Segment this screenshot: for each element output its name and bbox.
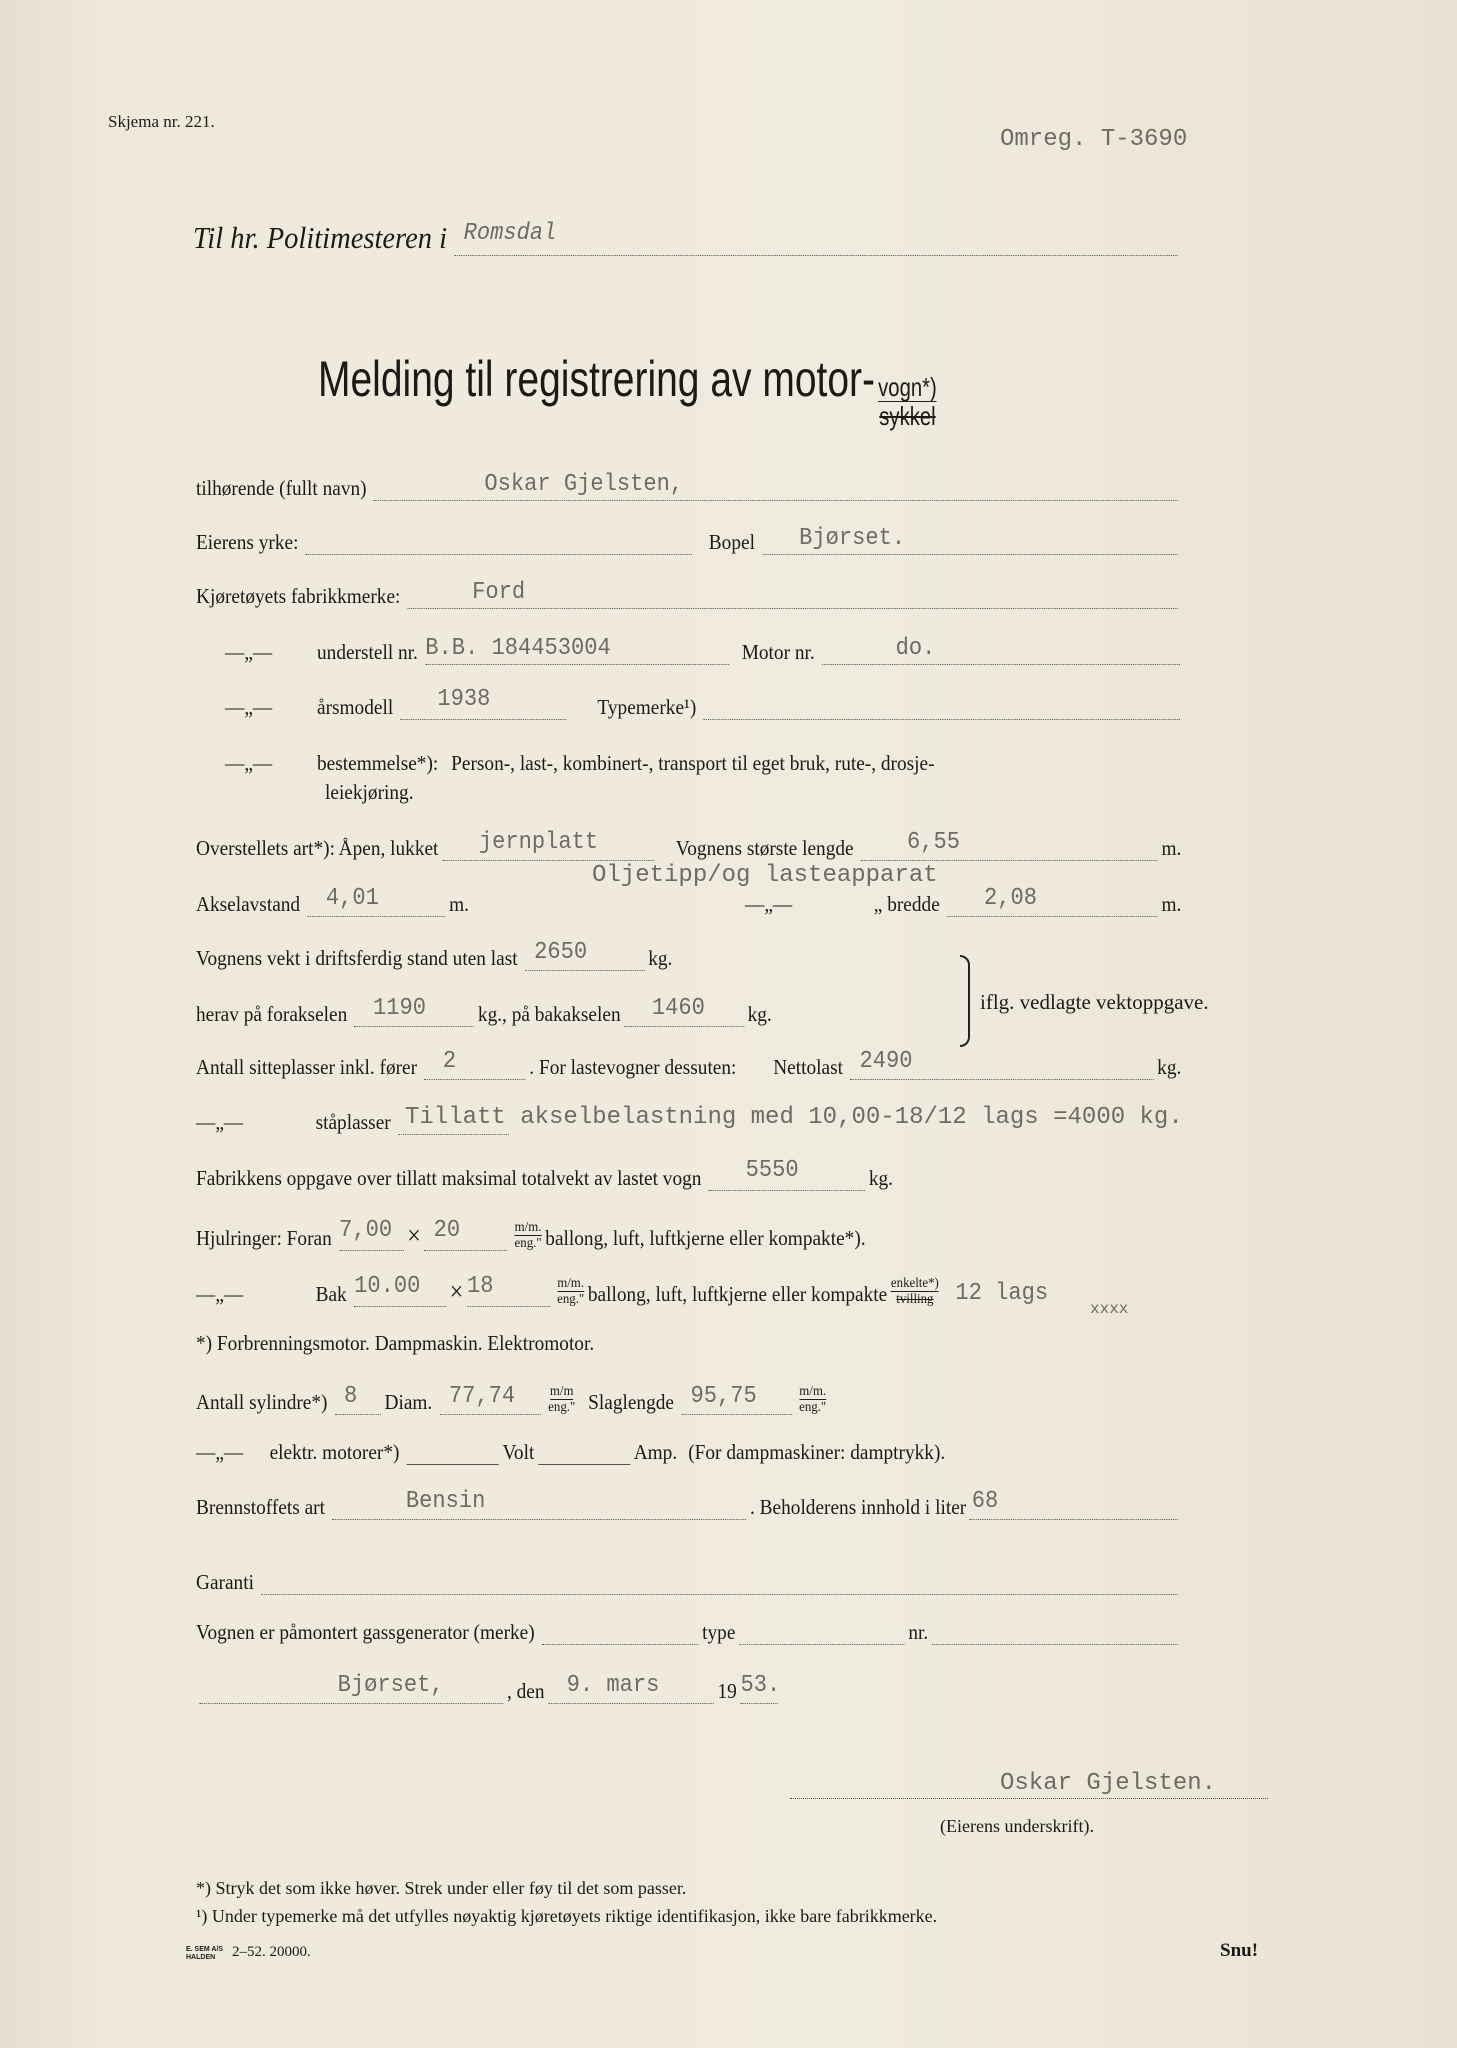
front-axle-value: 1190	[373, 995, 427, 1022]
ditto-mark: —„—	[196, 1110, 244, 1134]
wheelbase-value: 4,01	[325, 885, 379, 912]
stroke-value: 95,75	[690, 1383, 757, 1410]
year-value: 53.	[740, 1672, 781, 1699]
rear-axle-value: 1460	[651, 995, 705, 1022]
front-axle-unit: kg., på bakakselen	[477, 1002, 621, 1026]
rear-tyre-width[interactable]	[354, 1273, 446, 1307]
warranty-label: Garanti	[196, 1570, 254, 1594]
net-load-label: Nettolast	[773, 1055, 843, 1079]
rear-rim-size[interactable]	[466, 1273, 550, 1307]
unit-inch: eng."	[557, 1292, 585, 1307]
footnote-1: *) Stryk det som ikke høver. Strek under eller føy til det som passer.	[196, 1878, 687, 1898]
owner-label: tilhørende (fullt navn)	[196, 476, 367, 500]
motor-number-value: do.	[895, 635, 936, 662]
max-weight-value: 5550	[745, 1157, 799, 1184]
title-main: Melding til registrering av motor-	[318, 351, 876, 407]
form-title	[318, 350, 940, 430]
chassis-label: understell nr.	[317, 640, 418, 664]
times-sign: ×	[407, 1221, 421, 1250]
form-number: Skjema nr. 221.	[108, 112, 215, 131]
make-field[interactable]	[408, 579, 1178, 609]
year-field[interactable]	[740, 1672, 781, 1704]
volt-label: Volt	[502, 1440, 535, 1464]
unit-inch: eng."	[514, 1236, 542, 1251]
wheelbase-field[interactable]	[307, 885, 445, 917]
unit-mm: m/m.	[799, 1384, 827, 1399]
make-value: Ford	[472, 579, 526, 606]
weight-brace	[960, 955, 970, 1047]
model-year-label: årsmodell	[317, 695, 394, 719]
cylinders-label: Antall sylindre*)	[196, 1390, 328, 1414]
type-mark-label: Typemerke¹)	[597, 695, 697, 719]
bore-field[interactable]	[440, 1383, 541, 1415]
footnote-2: ¹) Under typemerke må det utfylles nøyaktig kjøretøyets riktige identifikasjon, ikke bare fabrikkmerke.	[196, 1906, 938, 1926]
ditto-mark: —„—	[196, 1440, 244, 1464]
seats-field[interactable]	[424, 1048, 525, 1080]
electric-motors-field[interactable]	[407, 1442, 499, 1465]
length-value: 6,55	[906, 829, 960, 856]
steam-pressure-note: (For dampmaskiner: damptrykk).	[688, 1440, 946, 1464]
weight-label: Vognens vekt i driftsferdig stand uten last	[196, 946, 518, 970]
body-label: Overstellets art*):	[196, 836, 335, 860]
rear-tyre-width-value: 10.00	[354, 1273, 421, 1300]
front-rim-value: 20	[433, 1217, 461, 1244]
width-field[interactable]	[947, 885, 1158, 917]
front-tyre-width-value: 7,00	[339, 1217, 393, 1244]
body-value: jernplatt	[478, 829, 599, 856]
addressee-field[interactable]	[454, 220, 1177, 256]
tank-capacity-label: . Beholderens innhold i liter	[749, 1495, 967, 1519]
addressee-label: Til hr. Politimesteren i	[193, 220, 448, 255]
ditto-mark: —„—	[225, 695, 273, 719]
chassis-value: B.B. 184453004	[425, 635, 611, 662]
gas-type-field[interactable]	[739, 1622, 905, 1645]
seats-after: . For lastevogner dessuten:	[529, 1055, 737, 1079]
weight-field[interactable]	[525, 939, 645, 971]
cylinders-field[interactable]	[335, 1383, 381, 1415]
rear-tyre-label: Bak	[315, 1282, 347, 1306]
fuel-field[interactable]	[332, 1488, 746, 1520]
title-option-vogn: vogn*)	[878, 372, 937, 402]
weight-note: iflg. vedlagte vektoppgave.	[980, 990, 1209, 1014]
type-mark-field[interactable]	[704, 697, 1180, 720]
standing-label: ståplasser	[315, 1110, 391, 1134]
net-load-value: 2490	[859, 1048, 913, 1075]
gas-number-label: nr.	[908, 1620, 929, 1644]
unit-inch: eng."	[548, 1400, 576, 1415]
front-axle-field[interactable]	[355, 995, 475, 1027]
front-rim-size[interactable]	[424, 1217, 507, 1251]
body-value-2: Oljetipp/og lasteapparat	[592, 862, 938, 889]
width-value: 2,08	[983, 885, 1037, 912]
cylinders-value: 8	[344, 1383, 358, 1410]
max-weight-field[interactable]	[709, 1157, 865, 1191]
signature-label: (Eierens underskrift).	[940, 1816, 1094, 1836]
front-tyre-label: Hjulringer: Foran	[196, 1226, 332, 1250]
date-value: 9. mars	[566, 1672, 660, 1699]
signature-field[interactable]	[790, 1770, 1268, 1799]
strike-marks: xxxx	[1090, 1300, 1129, 1318]
fuel-label: Brennstoffets art	[196, 1495, 325, 1519]
ditto-mark: —„—	[225, 640, 273, 664]
unit-mm: m/m	[549, 1384, 574, 1399]
occupation-field[interactable]	[306, 532, 692, 555]
gas-type-label: type	[702, 1620, 736, 1644]
residence-label: Bopel	[708, 530, 755, 554]
residence-value: Bjørset.	[799, 525, 906, 552]
gas-generator-label: Vognen er påmontert gassgenerator (merke)	[196, 1620, 535, 1644]
front-axle-label: herav på forakselen	[196, 1002, 348, 1026]
signature-value: Oskar Gjelsten.	[1000, 1770, 1217, 1797]
unit-inch: eng."	[799, 1400, 827, 1415]
front-tyre-width[interactable]	[339, 1217, 403, 1251]
max-weight-unit: kg.	[868, 1166, 894, 1190]
seats-label: Antall sitteplasser inkl. fører	[196, 1055, 418, 1079]
ditto-mark: —„—	[196, 1282, 244, 1306]
rear-rim-value: 18	[466, 1273, 494, 1300]
engine-type-options: *) Forbrenningsmotor. Dampmaskin. Elektromotor.	[196, 1331, 595, 1355]
addressee-value: Romsdal	[463, 220, 557, 247]
place-field[interactable]	[200, 1672, 504, 1704]
ditto-mark: —„—	[745, 892, 793, 916]
ditto-mark: —„—	[225, 751, 273, 775]
place-value: Bjørset,	[337, 1672, 444, 1699]
printer-mark: E. SEM A/S HALDEN	[186, 1946, 224, 1961]
times-sign: ×	[449, 1277, 464, 1306]
body-field[interactable]	[442, 829, 654, 861]
rear-tyre-types: ballong, luft, luftkjerne eller kompakte	[587, 1282, 888, 1306]
gas-number-field[interactable]	[932, 1622, 1178, 1645]
ply-rating: 12 lags	[955, 1280, 1049, 1307]
stroke-field[interactable]	[681, 1383, 791, 1415]
max-weight-label: Fabrikkens oppgave over tillatt maksimal totalvekt av lastet vogn	[196, 1166, 702, 1190]
owner-value: Oskar Gjelsten,	[484, 471, 684, 498]
motor-number-field[interactable]	[822, 635, 1180, 665]
purpose-label: bestemmelse*):	[317, 751, 439, 775]
amp-label: Amp.	[633, 1440, 678, 1464]
single-option: enkelte*)	[890, 1276, 939, 1291]
warranty-field[interactable]	[261, 1572, 1177, 1595]
body-options: Åpen, lukket	[338, 836, 439, 860]
date-field[interactable]	[548, 1672, 714, 1704]
turn-over-note: Snu!	[1220, 1940, 1259, 1961]
date-label: , den	[506, 1679, 545, 1703]
net-load-field[interactable]	[850, 1048, 1153, 1080]
electric-motors-label: elektr. motorer*)	[269, 1440, 400, 1464]
year-century: 19	[717, 1679, 737, 1703]
motor-number-label: Motor nr.	[741, 640, 815, 664]
length-label: Vognens største lengde	[675, 836, 854, 860]
twin-option: tvilling	[896, 1292, 934, 1307]
stroke-label: Slaglengde	[588, 1390, 674, 1414]
volt-field[interactable]	[538, 1442, 630, 1465]
bore-label: Diam.	[384, 1390, 433, 1414]
make-label: Kjøretøyets fabrikkmerke:	[196, 584, 401, 608]
rear-axle-field[interactable]	[624, 995, 744, 1027]
chassis-field[interactable]	[425, 635, 729, 665]
net-load-unit: kg.	[1157, 1055, 1182, 1079]
occupation-label: Eierens yrke:	[196, 530, 299, 554]
purpose-options-cont: leiekjøring.	[325, 780, 414, 804]
unit-mm: m/m.	[514, 1220, 542, 1235]
print-info: 2–52. 20000.	[232, 1944, 311, 1960]
weight-unit: kg.	[648, 946, 673, 970]
weight-value: 2650	[534, 939, 588, 966]
axle-load-note: Tillatt akselbelastning med 10,00-18/12 lags =4000 kg.	[405, 1104, 1183, 1131]
seats-value: 2	[442, 1048, 457, 1075]
fuel-value: Bensin	[405, 1488, 486, 1515]
owner-field[interactable]	[374, 471, 1178, 501]
gas-generator-field[interactable]	[542, 1622, 698, 1645]
length-field[interactable]	[861, 829, 1158, 861]
width-label: „ bredde	[873, 892, 940, 916]
title-option-sykkel: sykkel	[879, 401, 936, 431]
wheelbase-label: Akselavstand	[196, 892, 301, 916]
bore-value: 77,74	[448, 1383, 516, 1410]
rear-axle-unit: kg.	[747, 1002, 772, 1026]
length-unit: m.	[1161, 836, 1182, 860]
front-tyre-types: ballong, luft, luftkjerne eller kompakte*).	[545, 1226, 866, 1250]
unit-mm: m/m.	[557, 1276, 585, 1291]
tank-capacity-field[interactable]	[970, 1488, 1178, 1520]
wheelbase-unit: m.	[449, 892, 470, 916]
tank-capacity-value: 68	[971, 1488, 999, 1515]
residence-field[interactable]	[762, 525, 1177, 555]
width-unit: m.	[1161, 892, 1182, 916]
model-year-field[interactable]	[401, 686, 567, 720]
model-year-value: 1938	[437, 686, 491, 713]
reregistration-number: Omreg. T-3690	[1000, 126, 1188, 153]
purpose-options: Person-, last-, kombinert-, transport til eget bruk, rute-, drosje-	[451, 751, 935, 775]
